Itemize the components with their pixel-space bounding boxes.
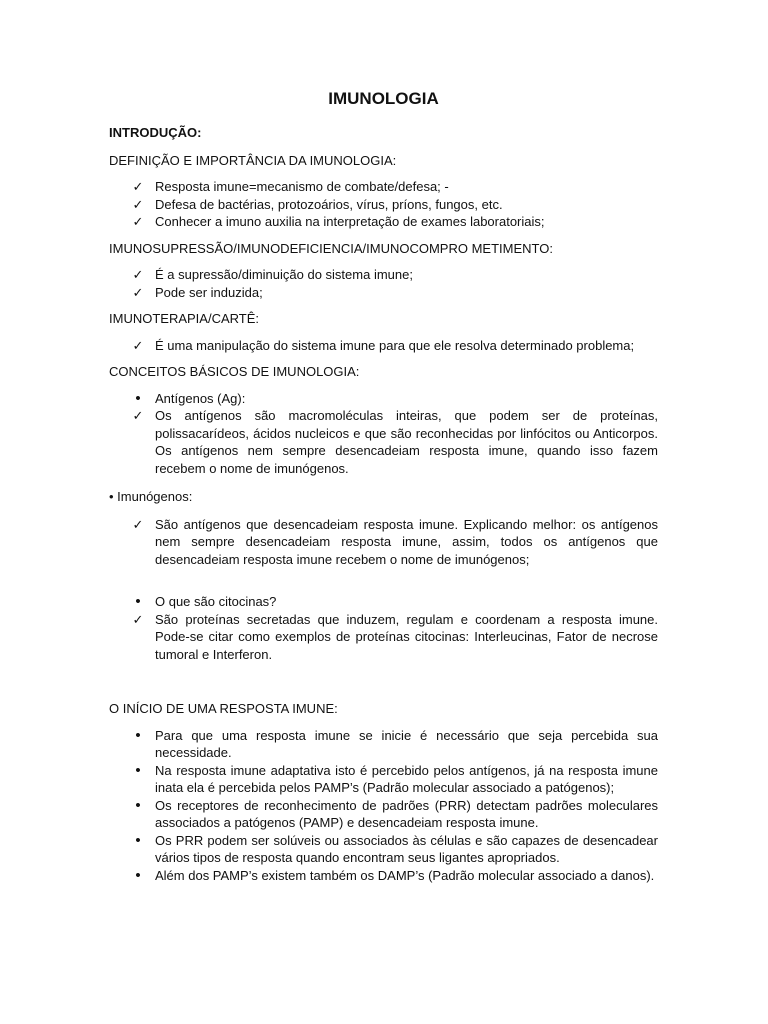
checklist-immunosuppression (109, 266, 658, 301)
check-icon: ✓ (132, 284, 144, 300)
list-immune-response (109, 727, 658, 885)
list-item: ✓ São proteínas secretadas que induzem, regulam e coordenam a resposta imune. Pode-se citar como exemplos de proteínas citocinas: Interleucinas, Fator de necrose tumoral e Interferon. (132, 611, 658, 662)
list-item: • Os receptores de reconhecimento de padrões (PRR) detectam padrões moleculares associados a patógenos (PAMP) e desencadeiam resposta imune. (109, 797, 658, 832)
check-icon: ✓ (132, 267, 144, 282)
list-item: ✓ Os antígenos são macromoléculas inteiras, que podem ser de proteínas, polissacarídeos, ácidos nucleicos e que são reconhecidas por linfócitos ou Anticorpos. Os antígenos nem sempre desencadeiam resposta imune, quando isso fazem recebem o nome de imunógenos. (132, 408, 658, 476)
section-heading-definition: DEFINIÇÃO E IMPORTÂNCIA DA IMUNOLOGIA: (109, 152, 397, 168)
list-item: ✓ Pode ser induzida; (132, 284, 263, 300)
check-icon: ✓ (132, 408, 144, 423)
list-item: • Além dos PAMP’s existem também os DAMP’s (Padrão molecular associado a danos). (109, 867, 658, 885)
checklist-immunotherapy (109, 337, 658, 355)
list-item: ✓ É uma manipulação do sistema imune para que ele resolva determinado problema; (132, 337, 635, 353)
bullet-icon: • (135, 593, 141, 610)
list-item: • O que são citocinas? (109, 593, 658, 611)
check-icon: ✓ (132, 179, 144, 194)
section-heading-basic-concepts: CONCEITOS BÁSICOS DE IMUNOLOGIA: (109, 364, 360, 379)
list-antigens (109, 390, 658, 478)
bullet-icon: • (135, 726, 141, 744)
bullet-icon: • (135, 866, 141, 884)
list-item: • Antígenos (Ag): (109, 390, 658, 408)
check-icon: ✓ (132, 611, 144, 627)
check-icon: ✓ (132, 516, 144, 532)
list-item: • Os PRR podem ser solúveis ou associados às células e são capazes de desencadear vários tipos de resposta quando encontram seus ligantes apropriados. (109, 832, 658, 867)
list-item: • Para que uma resposta imune se inicie é necessário que seja percebida sua necessidade. (109, 727, 658, 762)
bullet-icon: • (135, 389, 141, 407)
section-heading-immunosuppression: IMUNOSUPRESSÃO/IMUNODEFICIENCIA/IMUNOCOMPRO METIMENTO: (109, 240, 553, 256)
list-item: ✓ São antígenos que desencadeiam resposta imune. Explicando melhor: os antígenos nem sempre desencadeiam resposta imune, assim, todos os antígenos que desencadeiam resposta imune recebem o nome de imunógenos; (132, 516, 658, 567)
bullet-icon: • (135, 831, 141, 849)
list-immunogens (109, 516, 658, 569)
document-title: IMUNOLOGIA (328, 89, 439, 108)
list-item: ✓ Resposta imune=mecanismo de combate/defesa; - (132, 179, 449, 194)
check-icon: ✓ (132, 214, 144, 229)
immunogen-label: • Imunógenos: (109, 489, 193, 504)
section-heading-immunotherapy: IMUNOTERAPIA/CARTÊ: (109, 311, 260, 326)
checklist-definition (109, 178, 658, 231)
spacer (109, 672, 658, 700)
check-icon: ✓ (132, 337, 144, 353)
check-icon: ✓ (132, 196, 144, 212)
list-item: • Na resposta imune adaptativa isto é percebido pelos antígenos, já na resposta imune inata ela é percebida pelos PAMP’s (Padrão molecular associado a patógenos); (109, 762, 658, 797)
list-item: ✓ É a supressão/diminuição do sistema imune; (132, 267, 413, 282)
spacer (109, 577, 658, 593)
bullet-icon: • (135, 761, 141, 779)
list-cytokines (109, 593, 658, 663)
bullet-icon: • (135, 796, 141, 814)
list-item: ✓ Defesa de bactérias, protozoários, vírus, príons, fungos, etc. (132, 196, 503, 212)
intro-label: INTRODUÇÃO: (109, 125, 202, 140)
list-item: ✓ Conhecer a imuno auxilia na interpretação de exames laboratoriais; (132, 214, 545, 229)
section-heading-immune-response: O INÍCIO DE UMA RESPOSTA IMUNE: (109, 701, 338, 716)
